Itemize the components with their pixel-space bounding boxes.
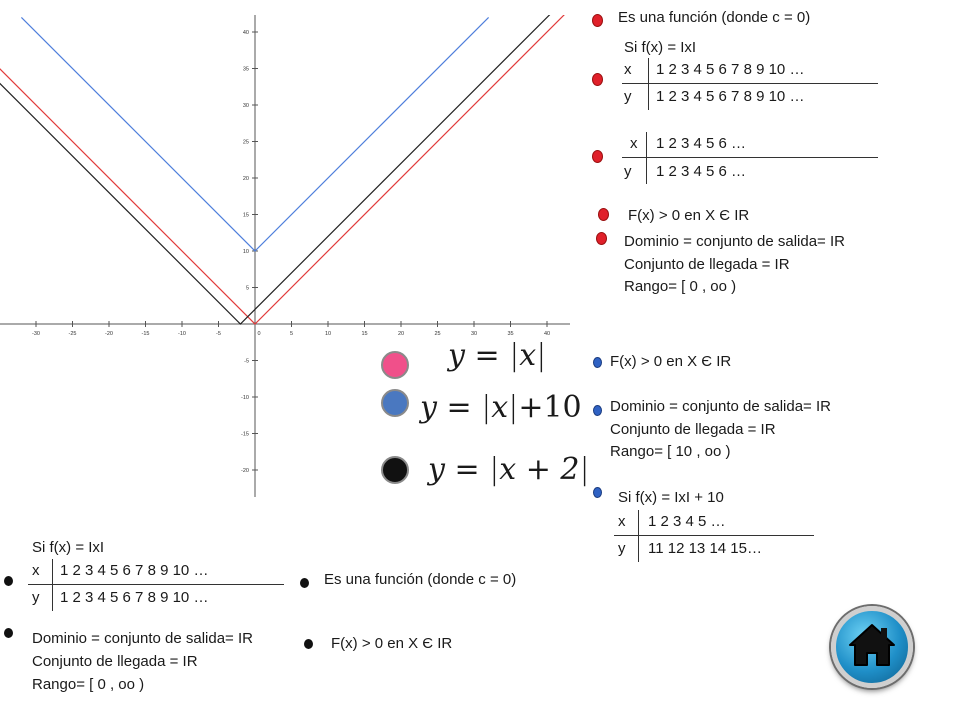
si-f-text: Si f(x) = IxI	[624, 39, 697, 56]
table-y-label: y	[624, 163, 632, 180]
legend-formula-abs-x-plus-2	[428, 452, 590, 487]
llegada-text: Conjunto de llegada = IR	[624, 256, 790, 273]
x-tick-label: -15	[141, 331, 150, 337]
bullet-blue	[593, 487, 602, 498]
y-tick-label: 30	[242, 103, 249, 109]
y-tick-label: 10	[242, 249, 249, 255]
formula-bar: |	[481, 390, 492, 425]
y-tick-label: -15	[241, 431, 249, 438]
bullet-blue	[593, 405, 602, 416]
table-y-values: 1 2 3 4 5 6 …	[656, 163, 747, 180]
x-tick-label: 35	[507, 331, 514, 337]
y-tick-label: -20	[241, 468, 249, 474]
table-divider	[648, 58, 649, 110]
x-tick-label: 20	[397, 331, 405, 337]
formula-lhs: y	[420, 390, 437, 425]
x-tick-label: 40	[543, 331, 551, 337]
si-f-text: Si f(x) = IxI	[32, 539, 105, 556]
value-table-1	[622, 60, 882, 110]
formula-arg: x	[491, 390, 509, 425]
formula-equals: =	[454, 452, 480, 487]
rango-text: Rango= [ 10 , oo )	[610, 443, 731, 460]
graph-series	[0, 0, 569, 324]
table-divider	[52, 559, 53, 611]
y-tick-label: 20	[242, 176, 249, 182]
home-icon	[836, 611, 908, 683]
x-tick-label: 10	[324, 331, 332, 337]
llegada-text: Conjunto de llegada = IR	[32, 653, 198, 670]
table-divider	[28, 584, 284, 585]
series-abs-x-plus-2	[0, 0, 569, 324]
formula-bar: |	[508, 390, 519, 425]
table-divider	[614, 535, 814, 536]
is-function-text: Es una función (donde c = 0)	[618, 9, 811, 26]
dominio-text: Dominio = conjunto de salida= IR	[610, 398, 831, 415]
table-y-label: y	[624, 88, 632, 105]
table-x-label: x	[618, 513, 626, 530]
table-x-values: 1 2 3 4 5 6 …	[656, 135, 747, 152]
x-tick-label: 25	[434, 331, 441, 337]
dominio-text: Dominio = conjunto de salida= IR	[32, 630, 253, 647]
formula-bar: |	[579, 452, 590, 487]
bullet-red	[592, 73, 603, 86]
table-divider	[646, 132, 647, 184]
table-x-values: 1 2 3 4 5 …	[648, 513, 726, 530]
bullet-black	[4, 628, 13, 638]
table-divider	[622, 83, 878, 84]
legend-black-marker	[381, 456, 409, 484]
function-graph	[0, 0, 575, 500]
bullet-blue	[593, 357, 602, 368]
formula-equals: =	[474, 338, 500, 373]
formula-arg: x	[519, 338, 537, 373]
x-tick-label: -30	[32, 331, 40, 337]
bullet-black	[4, 576, 13, 586]
positive-text: F(x) > 0 en X Є IR	[628, 207, 750, 224]
positive-text: F(x) > 0 en X Є IR	[331, 635, 453, 652]
legend-formula-abs-x	[448, 338, 546, 373]
formula-lhs: y	[428, 452, 445, 487]
table-y-values: 1 2 3 4 5 6 7 8 9 10 …	[60, 589, 209, 606]
formula-lhs: y	[448, 338, 465, 373]
value-table-2	[622, 134, 882, 184]
x-tick-label: 15	[361, 331, 368, 337]
x-tick-label: 0	[257, 331, 261, 337]
formula-equals: =	[446, 390, 472, 425]
rango-text: Rango= [ 0 , oo )	[624, 278, 737, 295]
table-x-label: x	[630, 135, 638, 152]
formula-rest: +10	[518, 390, 582, 425]
bullet-red	[592, 14, 603, 27]
x-tick-label: -5	[216, 331, 221, 337]
bullet-black	[300, 578, 309, 588]
is-function-text: Es una función (donde c = 0)	[324, 571, 517, 588]
table-divider	[622, 157, 878, 158]
formula-bar: |	[509, 338, 520, 373]
x-tick-label: -20	[105, 331, 113, 337]
x-tick-label: 30	[470, 331, 478, 337]
table-y-label: y	[32, 589, 40, 606]
y-tick-label: 25	[242, 139, 249, 146]
table-divider	[638, 510, 639, 562]
value-table-4	[28, 561, 288, 611]
legend-formula-abs-x-plus-10	[420, 390, 582, 425]
formula-arg: x + 2	[499, 452, 580, 487]
y-tick-label: -10	[241, 395, 249, 401]
table-y-label: y	[618, 540, 626, 557]
table-x-label: x	[32, 562, 40, 579]
y-tick-label: 40	[242, 30, 249, 36]
positive-text: F(x) > 0 en X Є IR	[610, 353, 732, 370]
x-tick-label: -10	[178, 331, 186, 337]
y-tick-label: -5	[244, 358, 249, 365]
llegada-text: Conjunto de llegada = IR	[610, 421, 776, 438]
table-y-values: 11 12 13 14 15…	[648, 540, 762, 557]
y-tick-label: 5	[245, 285, 249, 292]
table-y-values: 1 2 3 4 5 6 7 8 9 10 …	[656, 88, 805, 105]
bullet-red	[592, 150, 603, 163]
table-x-label: x	[624, 61, 632, 78]
dominio-text: Dominio = conjunto de salida= IR	[624, 233, 845, 250]
series-abs-x	[0, 10, 569, 324]
x-tick-label: -25	[68, 331, 77, 337]
legend-blue-marker	[381, 389, 409, 417]
home-button[interactable]	[831, 606, 913, 688]
table-x-values: 1 2 3 4 5 6 7 8 9 10 …	[656, 61, 805, 78]
legend-pink-marker	[381, 351, 409, 379]
rango-text: Rango= [ 0 , oo )	[32, 676, 145, 693]
table-x-values: 1 2 3 4 5 6 7 8 9 10 …	[60, 562, 209, 579]
bullet-red	[598, 208, 609, 221]
bullet-red	[596, 232, 607, 245]
si-f-text: Si f(x) = IxI + 10	[618, 489, 724, 506]
x-tick-label: 5	[289, 331, 294, 337]
y-tick-label: 15	[242, 212, 249, 219]
y-tick-label: 35	[242, 66, 249, 73]
bullet-black	[304, 639, 313, 649]
formula-bar: |	[536, 338, 547, 373]
value-table-3	[614, 512, 824, 562]
formula-bar: |	[489, 452, 500, 487]
